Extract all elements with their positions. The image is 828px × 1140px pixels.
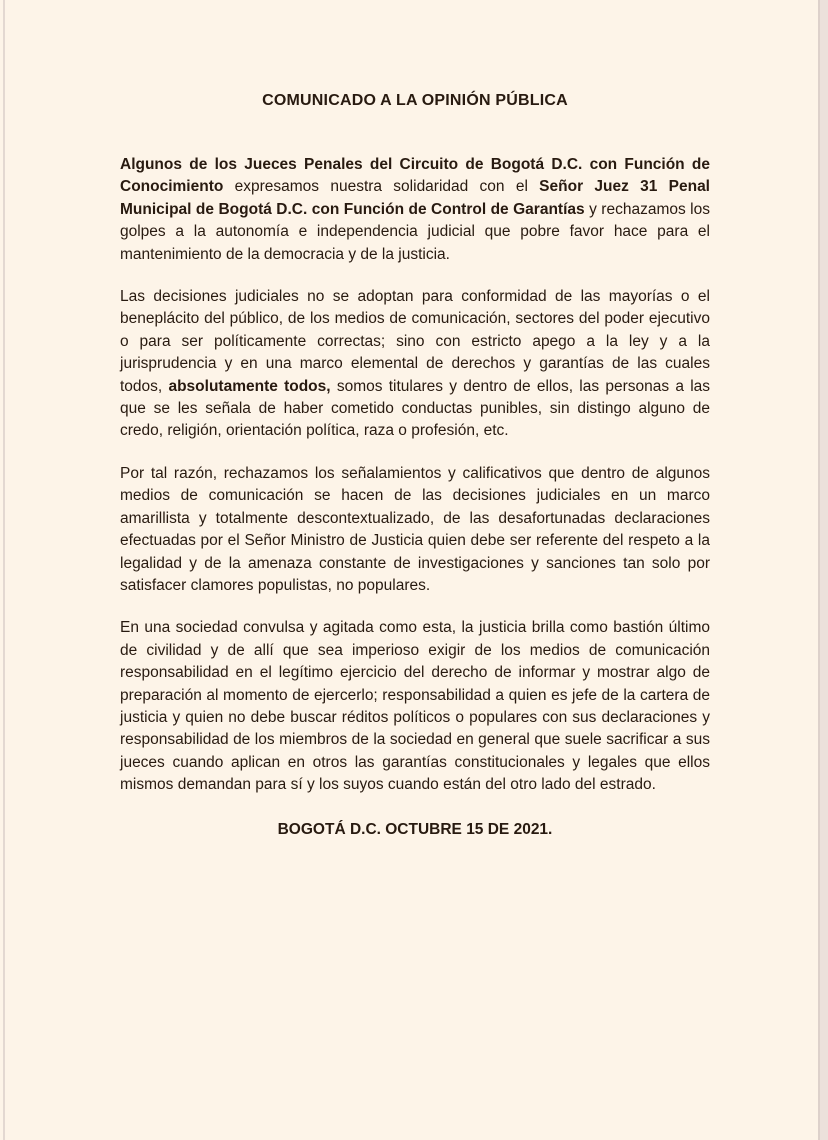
- paragraph-2-run-3: somos titulares y dentro de ellos, las personas a las que se les señala de haber cometido conductas punibles, sin distingo alguno de credo, religión, orientación política, raza o profesión, etc.: [120, 377, 711, 440]
- paragraph-1-run-4: y rechazamos los golpes a la autonomía e independencia judicial que pobre favor hace para el mantenimiento de la democracia y de la justicia.: [120, 200, 710, 263]
- paragraph-1-run-3: Señor Juez 31 Penal Municipal de Bogotá D.C. con Función de Control de Garantías: [120, 178, 710, 218]
- date-line: BOGOTÁ D.C. OCTUBRE 15 DE 2021.: [277, 820, 553, 838]
- page-edge-right-strip: [820, 0, 828, 1140]
- paragraph-1: [120, 154, 710, 266]
- page-edge-left: [3, 0, 5, 1140]
- paragraph-4-run-1: En una sociedad convulsa y agitada como esta, la justicia brilla como bastión último de civilidad y de allí que sea imperioso exigir de los medios de comunicación responsabilidad en el legítimo ejercicio del derecho de informar y mostrar algo de preparación al momento de ejercerlo; responsabilidad a quien es jefe de la cartera de justicia y quien no debe buscar réditos políticos o populares con sus declaraciones y responsabilidad de los miembros de la sociedad en general que suele sacrificar a sus jueces cuando aplican en otros las garantías constitucionales y legales que ellos mismos demandan para sí y los suyos cuando están del otro lado del estrado.: [120, 619, 710, 794]
- paragraph-2-run-2: absolutamente todos,: [168, 377, 331, 395]
- document-title: COMUNICADO A LA OPINIÓN PÚBLICA: [262, 92, 568, 109]
- paragraph-2-run-1: Las decisiones judiciales no se adoptan para conformidad de las mayorías o el beneplácito del público, de los medios de comunicación, sectores del poder ejecutivo o para ser políticamente correctas; sino con estricto apego a la ley y a la jurisprudencia y en una marco elemental de derechos y garantías de las cuales todos,: [120, 288, 710, 395]
- paragraph-1-run-1: Algunos de los Jueces Penales del Circuito de Bogotá D.C. con Función de Conocimiento: [120, 156, 710, 196]
- page-edge-right: [818, 0, 820, 1140]
- paragraph-4: [120, 617, 710, 796]
- paragraph-1-run-2: expresamos nuestra solidaridad con el: [223, 178, 540, 196]
- document-body: [120, 92, 710, 839]
- paragraph-3-run-1: Por tal razón, rechazamos los señalamientos y calificativos que dentro de algunos medios de comunicación se hacen de las decisiones judiciales en un marco amarillista y totalmente descontextualizado, de las desafortunadas declaraciones efectuadas por el Señor Ministro de Justicia quien debe ser referente del respeto a la legalidad y de la amenaza constante de investigaciones y sanciones tan solo por satisfacer clamores populistas, no populares.: [120, 464, 710, 594]
- paragraph-3: [120, 463, 710, 597]
- paragraph-2: [120, 286, 710, 443]
